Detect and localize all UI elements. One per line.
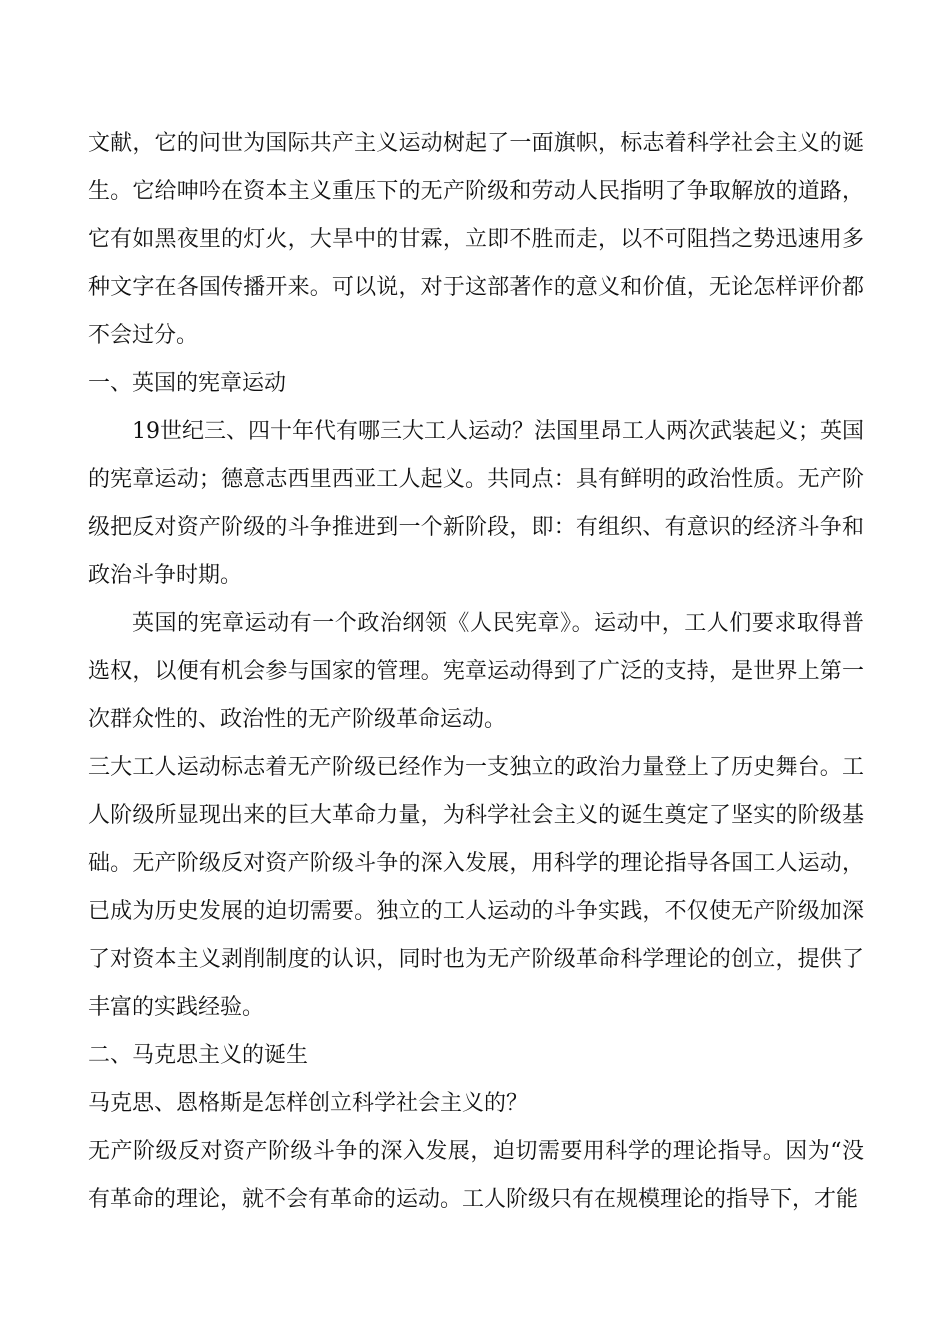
document-body	[88, 120, 864, 1224]
paragraph-three-movements: 19世纪三、四十年代有哪三大工人运动？法国里昂工人两次武装起义；英国的宪章运动；德意志西里西亚工人起义。共同点：具有鲜明的政治性质。无产阶级把反对资产阶级的斗争推进到一个新阶段，即：有组织、有意识的经济斗争和政治斗争时期。	[88, 419, 864, 588]
paragraph-peoples-charter: 英国的宪章运动有一个政治纲领《人民宪章》。运动中，工人们要求取得普选权，以便有机会参与国家的管理。宪章运动得到了广泛的支持，是世界上第一次群众性的、政治性的无产阶级革命运动。	[88, 611, 864, 732]
paragraph-intro: 文献，它的问世为国际共产主义运动树起了一面旗帜，标志着科学社会主义的诞生。它给呻吟在资本主义重压下的无产阶级和劳动人民指明了争取解放的道路，它有如黑夜里的灯火，大旱中的甘霖，立即不胜而走，以不可阻挡之势迅速用多种文字在各国传播开来。可以说，对于这部著作的意义和价值，无论怎样评价都不会过分。	[88, 131, 864, 348]
paragraph-question: 马克思、恩格斯是怎样创立科学社会主义的？	[88, 1091, 529, 1116]
paragraph-theory-need: 无产阶级反对资产阶级斗争的深入发展，迫切需要用科学的理论指导。因为“没有革命的理论，就不会有革命的运动。工人阶级只有在规模理论的指导下，才能	[88, 1139, 864, 1212]
paragraph-significance: 三大工人运动标志着无产阶级已经作为一支独立的政治力量登上了历史舞台。工人阶级所显现出来的巨大革命力量，为科学社会主义的诞生奠定了坚实的阶级基础。无产阶级反对资产阶级斗争的深入发展，用科学的理论指导各国工人运动，已成为历史发展的迫切需要。独立的工人运动的斗争实践，不仅使无产阶级加深了对资本主义剥削制度的认识，同时也为无产阶级革命科学理论的创立，提供了丰富的实践经验。	[88, 755, 864, 1020]
section-heading-chartist: 一、英国的宪章运动	[88, 371, 287, 396]
section-heading-marxism: 二、马克思主义的诞生	[88, 1043, 309, 1068]
